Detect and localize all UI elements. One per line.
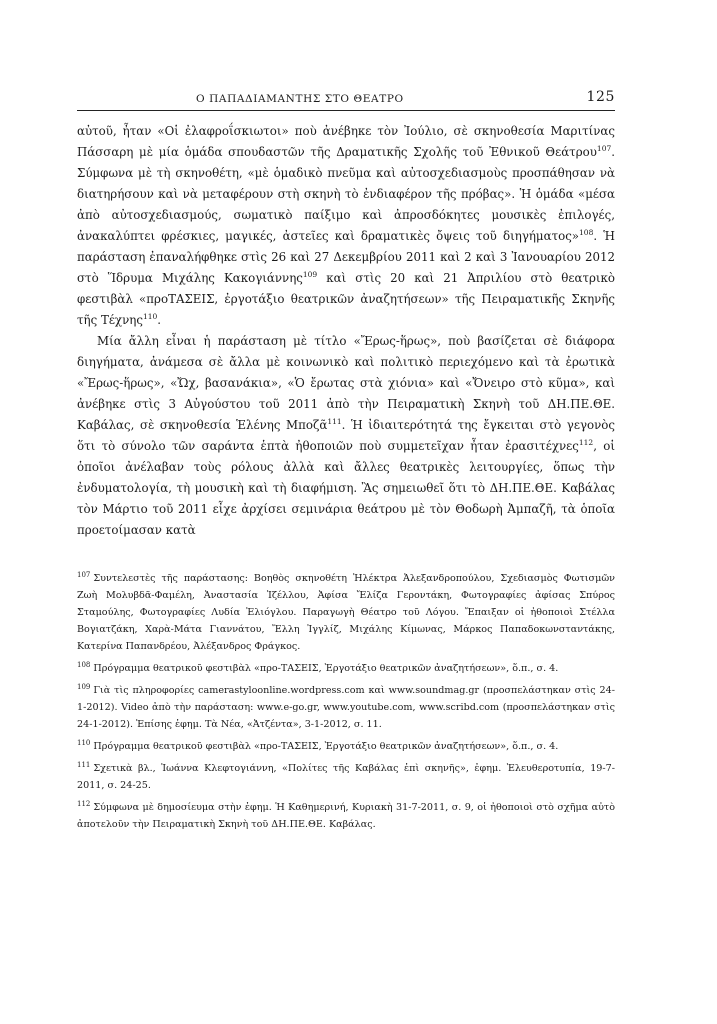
footnote [77,757,615,794]
footnote-ref-111[interactable]: 111 [327,417,342,426]
footnote-number: 108 [77,661,91,669]
running-header [77,88,615,111]
text-run: καὶ στὶς 20 καὶ 21 Ἀπριλίου στὸ θεατρικὸ φεστιβὰλ «προΤΑΣΕΙΣ, ἐργοτάξιο θεατρικῶν ἀναζητήσεων» τῆς Πειραματικῆς Σκηνῆς τῆς Τέχνης [77,271,616,327]
paragraph [77,331,615,541]
footnote [77,796,615,833]
main-text [77,121,615,541]
footnote-number: 107 [77,571,91,579]
footnote [77,657,615,677]
footnote-text: Πρόγραμμα θεατρικοῦ φεστιβὰλ «προ-ΤΑΣΕΙΣ, Ἐργοτάξιο θεατρικῶν ἀναζητήσεων», ὅ.π., σ. 4. [93,741,559,752]
book-page [77,88,615,835]
text-run: Μία ἄλλη εἶναι ἡ παράσταση μὲ τίτλο «Ἔρως-ἥρως», ποὺ βασίζεται σὲ διάφορα διηγήματα, ἀνάμεσα σὲ ἄλλα μὲ κοινωνικὸ καὶ πολιτικὸ περιεχόμενο καὶ τὰ ἐρωτικὰ «Ἔρως-ἥρως», «Ὤχ, βασανάκια», «Ὁ ἔρωτας στὰ χιόνια» καὶ «Ὄνειρο στὸ κῦμα», καὶ ἀνέβηκε στὶς 3 Αὐγούστου τοῦ 2011 ἀπὸ τὴν Πειραματικὴ Σκηνὴ τοῦ ΔΗ.ΠΕ.ΘΕ. Καβάλας, σὲ σκηνοθεσία Ἑλένης Μποζᾶ [77,334,615,432]
text-run: , οἱ ὁποῖοι ἀνέλαβαν τοὺς ρόλους ἀλλὰ καὶ ἄλλες θεατρικὲς λειτουργίες, ὅπως τὴν ἐνδυματολογία, τὴ μουσικὴ καὶ τὴ διαφήμιση. Ἂς σημειωθεῖ ὅτι τὸ ΔΗ.ΠΕ.ΘΕ. Καβάλας τὸν Μάρτιο τοῦ 2011 εἶχε ἀρχίσει σεμινάρια θεάτρου μὲ τὸν Θοδωρὴ Ἀμπαζῆ, τὰ ὁποῖα προετοίμασαν κατὰ [77,439,615,537]
footnote-number: 110 [77,739,91,747]
footnote-ref-109[interactable]: 109 [302,270,318,279]
text-run: . Σύμφωνα μὲ τὴ σκηνοθέτη, «μὲ ὁμαδικὸ πνεῦμα καὶ αὐτοσχεδιασμοὺς προσπάθησαν νὰ διατηρήσουν καὶ νὰ μεταφέρουν στὴ σκηνὴ τὸ ἐνδιαφέρον τῆς πρόβας». Ἡ ὁμάδα «μέσα ἀπὸ αὐτοσχεδιασμούς, σωματικὸ παίξιμο καὶ ἀπροσδόκητες μουσικὲς ἐπιλογές, ἀνακαλύπτει φρέσκιες, μαγικές, ἀστεῖες καὶ δραματικὲς ὄψεις τοῦ διηγήματος» [77,145,615,243]
footnote-number: 112 [77,800,91,808]
footnote-text: Πρόγραμμα θεατρικοῦ φεστιβὰλ «προ-ΤΑΣΕΙΣ, Ἐργοτάξιο θεατρικῶν ἀναζητήσεων», ὅ.π., σ. 4. [93,663,559,674]
footnote-text: Συντελεστὲς τῆς παράστασης: Βοηθὸς σκηνοθέτη Ἠλέκτρα Ἀλεξανδροπούλου, Σχεδιασμὸς Φωτισμῶν Ζωὴ Μολυβδᾶ-Φαμέλη, Ἀναστασία Ἰζέλλου, Ἀφίσα Ἔλίζα Γεροντάκη, Φωτογραφίες ἀφίσας Σπύρος Σταμούλης, Φωτογραφίες Λυδία Ἐλιόγλου. Παραγωγὴ Θέατρο τοῦ Λόγου. Ἔπαιξαν οἱ ἠθοποιοὶ Στέλλα Βογιατζάκη, Χαρὰ-Μάτα Γιαννάτου, Ἔλλη Ἰγγλίζ, Μιχάλης Κίμωνας, Μάρκος Παπαδοκωνσταντάκης, Κατερίνα Παπανδρέου, Ἀλέξανδρος Φράγκος. [77,573,615,652]
footnote-ref-107[interactable]: 107 [596,144,612,153]
text-run: . Ἡ ἰδιαιτερότητά της ἔγκειται στὸ γεγονὸς ὅτι τὸ σύνολο τῶν σαράντα ἑπτὰ ἠθοποιῶν ποὺ συμμετεῖχαν ἦταν ἐρασιτέχνες [77,418,615,453]
paragraph [77,121,615,331]
footnote-number: 111 [77,761,91,769]
footnote-ref-112[interactable]: 112 [578,438,594,447]
footnote-number: 109 [77,683,91,691]
footnote-ref-110[interactable]: 110 [142,312,158,321]
footnote-text: Γιὰ τὶς πληροφορίες camerastyloonline.wordpress.com καὶ www.soundmag.gr (προσπελάστηκαν στὶς 24-1-2012). Video ἀπὸ τὴν παράσταση: www.e-go.gr, www.youtube.com, www.scribd.com (προσπελάστηκαν στὶς 24-1-2012). Ἐπίσης ἐφημ. Τὰ Νέα, «Ἀτζέντα», 3-1-2012, σ. 11. [77,685,615,730]
footnotes [77,567,615,833]
footnote [77,567,615,655]
text-run: . [157,313,162,327]
footnote-ref-108[interactable]: 108 [579,228,594,237]
page-number: 125 [586,89,615,105]
text-run: αὐτοῦ, ἦταν «Οἱ ἐλαφροΐσκιωτοι» ποὺ ἀνέβηκε τὸν Ἰούλιο, σὲ σκηνοθεσία Μαριτίνας Πάσσαρη μὲ μία ὁμάδα σπουδαστῶν τῆς Δραματικῆς Σχολῆς τοῦ Ἐθνικοῦ Θεάτρου [77,124,615,159]
text-run: . Ἡ παράσταση ἐπαναλήφθηκε στὶς 26 καὶ 27 Δεκεμβρίου 2011 καὶ 2 καὶ 3 Ἰανουαρίου 2012 στὸ Ἵδρυμα Μιχάλης Κακογιάννης [77,229,615,285]
footnote [77,735,615,755]
footnote-text: Σχετικὰ βλ., Ἰωάννα Κλεφτογιάννη, «Πολίτες τῆς Καβάλας ἐπὶ σκηνῆς», ἐφημ. Ἐλευθεροτυπία, 19-7-2011, σ. 24-25. [77,763,615,791]
running-title: Ο ΠΑΠΑΔΙΑΜΑΝΤΗΣ ΣΤΟ ΘΕΑΤΡΟ [196,93,404,105]
footnote-text: Σύμφωνα μὲ δημοσίευμα στὴν ἐφημ. Ἡ Καθημερινή, Κυριακὴ 31-7-2011, σ. 9, οἱ ἠθοποιοὶ στὸ σχῆμα αὐτὸ ἀποτελοῦν τὴν Πειραματικὴ Σκηνὴ τοῦ ΔΗ.ΠΕ.ΘΕ. Καβάλας. [77,802,615,830]
footnote [77,679,615,733]
